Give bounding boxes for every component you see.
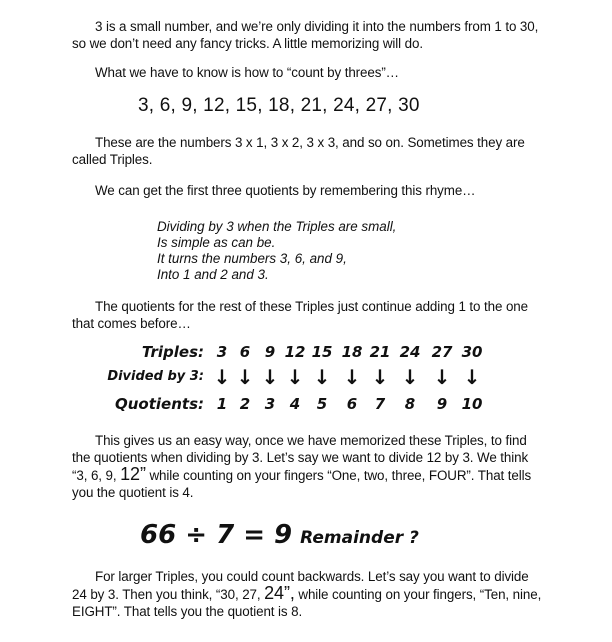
- rhyme-line: It turns the numbers 3, 6, and 9,: [157, 251, 347, 266]
- paragraph-count-by-threes: [72, 64, 542, 81]
- rhyme-line: Dividing by 3 when the Triples are small,: [157, 219, 397, 234]
- arrow-down-icon: ↓: [286, 365, 304, 389]
- paragraph-triples-text: These are the numbers 3 x 1, 3 x 2, 3 x 3, and so on. Sometimes they are called Triples.: [72, 135, 525, 167]
- equation-remainder-label: Remainder ?: [300, 528, 419, 548]
- row-label-divided: Divided by 3:: [107, 369, 204, 384]
- triple-value: 18: [341, 343, 363, 361]
- triple-value: 27: [431, 343, 453, 361]
- rhyme-line: Is simple as can be.: [157, 235, 276, 250]
- quotient-value: 1: [216, 395, 228, 413]
- paragraph-easy-way: [72, 432, 542, 501]
- arrow-down-icon: ↓: [236, 365, 254, 389]
- count-sequence: 3, 6, 9, 12, 15, 18, 21, 24, 27, 30: [138, 95, 420, 116]
- arrow-down-icon: ↓: [213, 365, 231, 389]
- paragraph-rest-quotients: [72, 298, 542, 332]
- triple-value: 6: [239, 343, 251, 361]
- arrow-down-icon: ↓: [313, 365, 331, 389]
- paragraph-count-text: What we have to know is how to “count by threes”…: [95, 65, 399, 80]
- quotient-value: 4: [289, 395, 301, 413]
- triple-value: 30: [461, 343, 483, 361]
- paragraph-rhyme-intro-text: We can get the first three quotients by remembering this rhyme…: [95, 183, 476, 198]
- arrow-down-icon: ↓: [463, 365, 481, 389]
- paragraph-backwards-text-a: For larger Triples, you could count backwards. Let’s say you want to divide 24 by 3. Then you think, “30, 27,: [72, 569, 529, 602]
- quotient-value: 3: [264, 395, 276, 413]
- triple-value: 9: [264, 343, 276, 361]
- paragraph-easy-text-a: This gives us an easy way, once we have memorized these Triples, to find the quotients when dividing by 3. Let’s say we want to divide 12 by 3. We think “3, 6, 9,: [72, 433, 529, 483]
- paragraph-rest-text: The quotients for the rest of these Triples just continue adding 1 to the one that comes before…: [72, 299, 528, 331]
- rhyme: [157, 219, 396, 283]
- paragraph-easy-text-b: while counting on your fingers “One, two, three, FOUR”. That tells you the quotient is 4.: [72, 468, 532, 500]
- row-label-quotients: Quotients:: [115, 395, 204, 413]
- quotient-value: 9: [436, 395, 448, 413]
- quotient-value: 5: [316, 395, 328, 413]
- paragraph-rhyme-intro: [72, 182, 542, 199]
- arrow-down-icon: ↓: [371, 365, 389, 389]
- paragraph-count-backwards: [72, 568, 542, 620]
- quotient-value: 6: [346, 395, 358, 413]
- quotient-value: 2: [239, 395, 251, 413]
- arrow-down-icon: ↓: [433, 365, 451, 389]
- paragraph-easy-emphasis: 12”: [120, 464, 146, 484]
- quotient-value: 8: [404, 395, 416, 413]
- arrow-down-icon: ↓: [261, 365, 279, 389]
- quotient-value: 7: [374, 395, 386, 413]
- triple-value: 21: [369, 343, 391, 361]
- paragraph-backwards-text-b: while counting on your fingers, “Ten, nine, EIGHT”. That tells you the quotient is 8.: [72, 587, 542, 619]
- rhyme-line: Into 1 and 2 and 3.: [157, 267, 269, 282]
- arrow-down-icon: ↓: [343, 365, 361, 389]
- paragraph-backwards-emphasis: 24”,: [264, 583, 295, 603]
- remainder-equation: [140, 520, 419, 550]
- triple-value: 12: [284, 343, 306, 361]
- paragraph-triples: [72, 134, 542, 168]
- triple-value: 15: [311, 343, 333, 361]
- triple-value: 3: [216, 343, 228, 361]
- quotient-value: 10: [461, 395, 483, 413]
- triples-table: [100, 343, 520, 421]
- triple-value: 24: [399, 343, 421, 361]
- arrow-down-icon: ↓: [401, 365, 419, 389]
- equation-expression: 66 ÷ 7 = 9: [140, 520, 293, 550]
- paragraph-intro-text: 3 is a small number, and we’re only dividing it into the numbers from 1 to 30, so we don’t need any fancy tricks. A little memorizing will do.: [72, 19, 539, 51]
- paragraph-intro: [72, 18, 542, 52]
- row-label-triples: Triples:: [141, 343, 204, 361]
